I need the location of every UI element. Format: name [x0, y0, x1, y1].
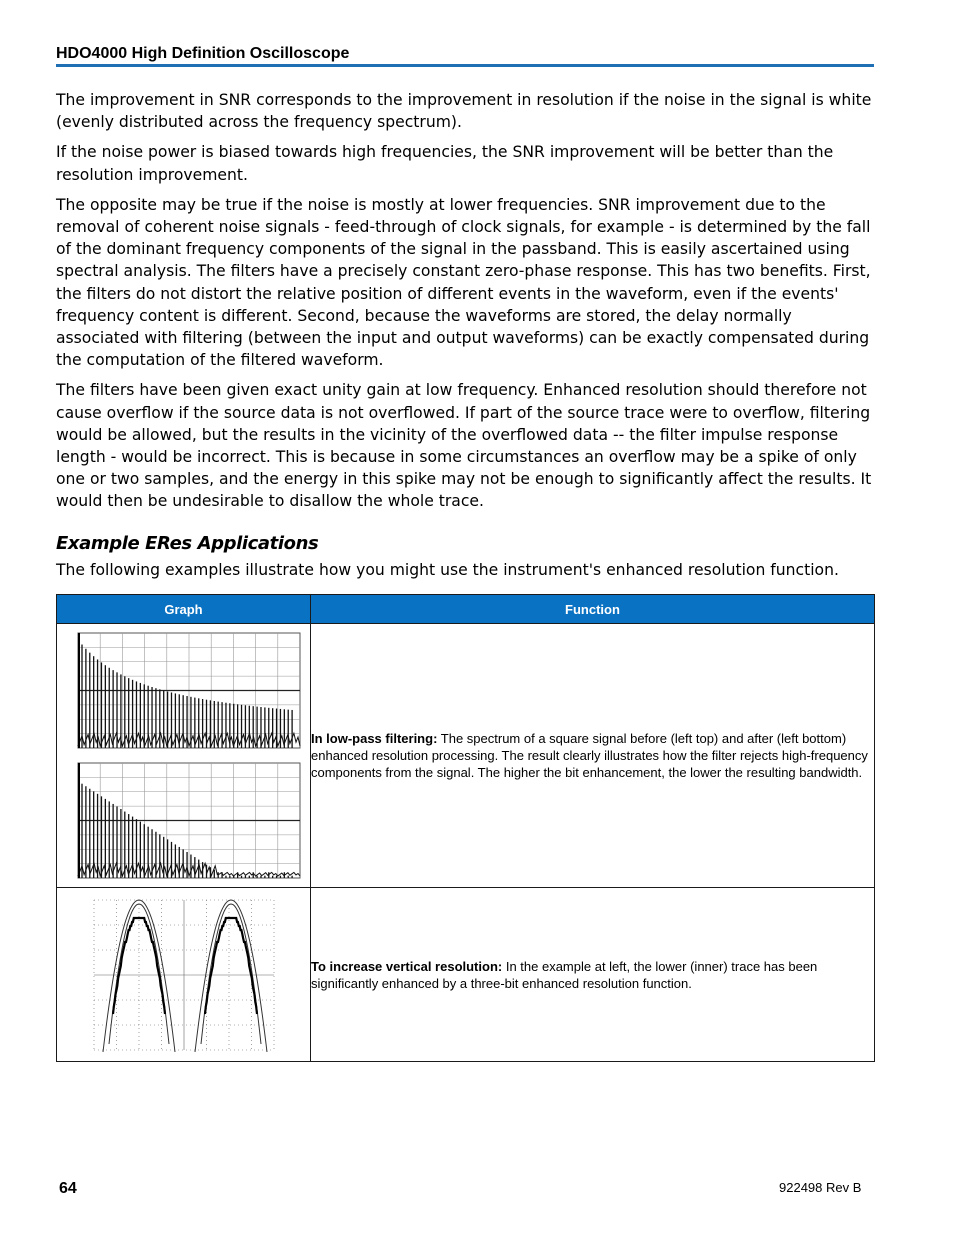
section-heading: Example ERes Applications — [56, 533, 319, 554]
graph-column-header: Graph — [57, 595, 311, 624]
section-intro: The following examples illustrate how you might use the instrument's enhanced resolution function. — [56, 561, 839, 579]
outer-trace — [195, 900, 267, 1052]
function-lead: In low-pass filtering: — [311, 731, 438, 746]
document-revision: 922498 Rev B — [779, 1180, 862, 1195]
graph-cell — [57, 888, 311, 1062]
graph-cell — [57, 624, 311, 888]
page-header — [56, 45, 874, 67]
spectrum-before-plot — [78, 633, 300, 748]
function-cell — [311, 624, 875, 888]
function-cell — [311, 888, 875, 1062]
header-title: HDO4000 High Definition Oscilloscope — [56, 45, 350, 62]
paragraph: The filters have been given exact unity gain at low frequency. Enhanced resolution should therefore not cause overflow if the source data is not overflowed. If part of the source trace were to overflow, filtering would be allowed, but the results in the vicinity of the overflowed data -- the filter impulse response length - would be incorrect. This is because in some circumstances an overflow may be a spike of only one or two samples, and the energy in this spike may not be enough to significantly affect the results. It would then be undesirable to disallow the whole trace. — [56, 381, 872, 511]
function-column-header: Function — [311, 595, 875, 624]
examples-table — [56, 594, 875, 1062]
function-lead: To increase vertical resolution: — [311, 958, 503, 974]
body-text — [56, 89, 876, 521]
paragraph: The improvement in SNR corresponds to the improvement in resolution if the noise in the signal is white (evenly distributed across the frequency spectrum). — [56, 91, 872, 132]
function-text: In the example at left, the lower (inner) trace has been significantly enhanced by a three-bit enhanced resolution function. — [311, 958, 818, 991]
paragraph: The opposite may be true if the noise is mostly at lower frequencies. SNR improvement due to the removal of coherent noise signals - feed-through of clock signals, for example - is determined by the fall of the dominant frequency components of the signal in the passband. This is easily ascertained using spectral analysis. The filters have a precisely constant zero-phase response. This has two benefits. First, the filters do not distort the relative position of different events in the waveform, even if the events' frequency content is different. Second, because the waveforms are stored, the delay normally associated with filtering (between the input and output waveforms) can be exactly compensated during the computation of the filtered waveform. — [56, 195, 871, 370]
page-number: 64 — [59, 1180, 77, 1197]
waveform-graph — [84, 894, 284, 1056]
table-row — [57, 888, 875, 1062]
spectrum-after-plot — [78, 763, 300, 878]
table-row — [57, 624, 875, 888]
enhanced-trace — [205, 918, 257, 1014]
paragraph: If the noise power is biased towards high frequencies, the SNR improvement will be better than the resolution improvement. — [56, 143, 834, 184]
spectrum-graph — [64, 627, 304, 885]
function-text: The spectrum of a square signal before (left top) and after (left bottom) enhanced resolution processing. The result clearly illustrates how the filter rejects high-frequency components from the signal. The higher the bit enhancement, the lower the resulting bandwidth. — [311, 731, 868, 780]
waveform-plot — [94, 900, 274, 1052]
